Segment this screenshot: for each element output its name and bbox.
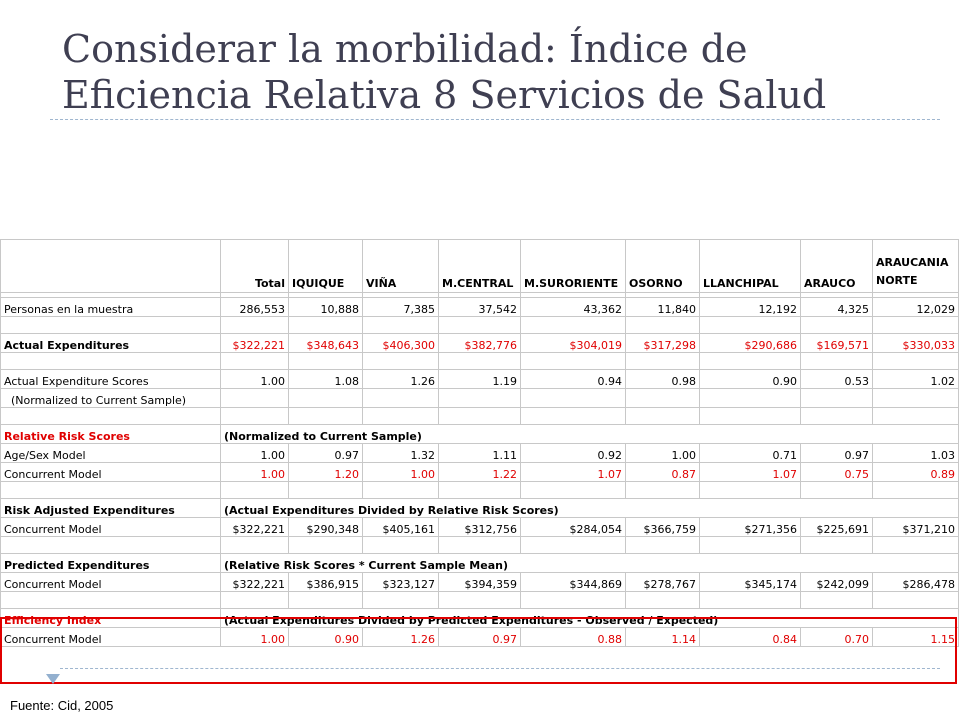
row-label: Personas en la muestra (1, 298, 221, 317)
blank-row (1, 592, 959, 609)
row-note: (Normalized to Current Sample) (1, 389, 221, 408)
table-cell: 1.11 (439, 444, 521, 463)
footer-divider (60, 668, 940, 669)
table-cell: 1.02 (873, 370, 959, 389)
table-cell: 0.97 (289, 444, 363, 463)
efficiency-table-container (0, 239, 960, 669)
table-cell: 0.87 (626, 463, 700, 482)
column-header: M.SURORIENTE (521, 240, 626, 293)
table-cell: 1.00 (626, 444, 700, 463)
section-header-row (1, 609, 959, 628)
column-header: IQUIQUE (289, 240, 363, 293)
row-label: Actual Expenditures (1, 334, 221, 353)
table-cell: 37,542 (439, 298, 521, 317)
table-cell: $322,221 (221, 518, 289, 537)
table-cell: $322,221 (221, 334, 289, 353)
efficiency-table (0, 239, 959, 647)
table-cell: 0.97 (439, 628, 521, 647)
table-cell: 0.92 (521, 444, 626, 463)
table-cell: 1.07 (700, 463, 801, 482)
table-cell: 1.00 (221, 628, 289, 647)
table-cell: $323,127 (363, 573, 439, 592)
column-header: M.CENTRAL (439, 240, 521, 293)
table-row (1, 370, 959, 389)
table-cell: 0.84 (700, 628, 801, 647)
blank-row (1, 408, 959, 425)
table-cell: 0.89 (873, 463, 959, 482)
table-row (1, 389, 959, 408)
row-label: Concurrent Model (1, 463, 221, 482)
table-cell: $382,776 (439, 334, 521, 353)
blank-row (1, 317, 959, 334)
table-cell: 1.07 (521, 463, 626, 482)
table-cell: $290,348 (289, 518, 363, 537)
row-label: Age/Sex Model (1, 444, 221, 463)
table-cell: 0.75 (801, 463, 873, 482)
section-note: (Relative Risk Scores * Current Sample Mean) (221, 554, 959, 573)
table-cell: 1.32 (363, 444, 439, 463)
table-cell: 1.26 (363, 628, 439, 647)
table-cell: 1.08 (289, 370, 363, 389)
table-cell: 12,029 (873, 298, 959, 317)
column-header: OSORNO (626, 240, 700, 293)
table-cell: $366,759 (626, 518, 700, 537)
row-label: Actual Expenditure Scores (1, 370, 221, 389)
table-cell: $284,054 (521, 518, 626, 537)
table-cell: $169,571 (801, 334, 873, 353)
table-cell: 286,553 (221, 298, 289, 317)
section-header-row (1, 425, 959, 444)
table-cell: $271,356 (700, 518, 801, 537)
section-label: Relative Risk Scores (1, 425, 221, 444)
title-divider (50, 119, 940, 120)
table-cell: 0.70 (801, 628, 873, 647)
section-header-row (1, 554, 959, 573)
table-cell: $304,019 (521, 334, 626, 353)
blank-row (1, 353, 959, 370)
header-corner (1, 240, 221, 293)
column-header: Total (221, 240, 289, 293)
table-cell: 12,192 (700, 298, 801, 317)
table-cell: $242,099 (801, 573, 873, 592)
table-cell: $406,300 (363, 334, 439, 353)
table-cell: $348,643 (289, 334, 363, 353)
table-header-row (1, 240, 959, 293)
table-cell: $386,915 (289, 573, 363, 592)
table-cell: 0.71 (700, 444, 801, 463)
table-cell: 1.26 (363, 370, 439, 389)
table-cell: $345,174 (700, 573, 801, 592)
table-cell: $317,298 (626, 334, 700, 353)
table-cell: 4,325 (801, 298, 873, 317)
table-cell: 1.03 (873, 444, 959, 463)
section-header-row (1, 499, 959, 518)
table-cell: 0.97 (801, 444, 873, 463)
table-row (1, 444, 959, 463)
table-cell: $278,767 (626, 573, 700, 592)
table-cell: 43,362 (521, 298, 626, 317)
table-row (1, 334, 959, 353)
table-cell: 1.19 (439, 370, 521, 389)
table-row (1, 573, 959, 592)
triangle-bullet-icon (46, 674, 60, 684)
table-cell: $225,691 (801, 518, 873, 537)
table-row (1, 628, 959, 647)
table-cell: 0.90 (289, 628, 363, 647)
table-cell: $394,359 (439, 573, 521, 592)
table-cell: $371,210 (873, 518, 959, 537)
table-row (1, 518, 959, 537)
table-row (1, 463, 959, 482)
column-header: VIÑA (363, 240, 439, 293)
table-cell: 1.15 (873, 628, 959, 647)
table-cell: $322,221 (221, 573, 289, 592)
table-cell: $286,478 (873, 573, 959, 592)
table-row (1, 298, 959, 317)
row-label: Concurrent Model (1, 628, 221, 647)
table-cell: 1.22 (439, 463, 521, 482)
table-cell: 0.98 (626, 370, 700, 389)
table-cell: 1.14 (626, 628, 700, 647)
column-header: LLANCHIPAL (700, 240, 801, 293)
table-cell: 0.53 (801, 370, 873, 389)
table-cell: 1.20 (289, 463, 363, 482)
section-label: Risk Adjusted Expenditures (1, 499, 221, 518)
row-label: Concurrent Model (1, 518, 221, 537)
table-cell: $405,161 (363, 518, 439, 537)
table-cell: 0.94 (521, 370, 626, 389)
column-header: ARAUCO (801, 240, 873, 293)
blank-row (1, 482, 959, 499)
table-cell: 1.00 (363, 463, 439, 482)
table-cell: $290,686 (700, 334, 801, 353)
section-note: (Normalized to Current Sample) (221, 425, 959, 444)
table-cell: 1.00 (221, 370, 289, 389)
section-note: (Actual Expenditures Divided by Predicted Expenditures - Observed / Expected) (221, 609, 959, 628)
table-cell: $312,756 (439, 518, 521, 537)
section-note: (Actual Expenditures Divided by Relative Risk Scores) (221, 499, 959, 518)
table-cell: 0.90 (700, 370, 801, 389)
blank-row (1, 537, 959, 554)
table-cell: 10,888 (289, 298, 363, 317)
table-cell: $344,869 (521, 573, 626, 592)
table-cell: 7,385 (363, 298, 439, 317)
column-header: ARAUCANIA NORTE (873, 240, 959, 293)
slide-title: Considerar la morbilidad: Índice de Eficiencia Relativa 8 Servicios de Salud (62, 27, 827, 117)
table-cell: 1.00 (221, 463, 289, 482)
source-citation: Fuente: Cid, 2005 (10, 698, 114, 713)
row-label: Concurrent Model (1, 573, 221, 592)
table-cell: 0.88 (521, 628, 626, 647)
table-cell: $330,033 (873, 334, 959, 353)
table-cell: 1.00 (221, 444, 289, 463)
section-label: Efficiency Index (1, 609, 221, 628)
table-cell: 11,840 (626, 298, 700, 317)
section-label: Predicted Expenditures (1, 554, 221, 573)
